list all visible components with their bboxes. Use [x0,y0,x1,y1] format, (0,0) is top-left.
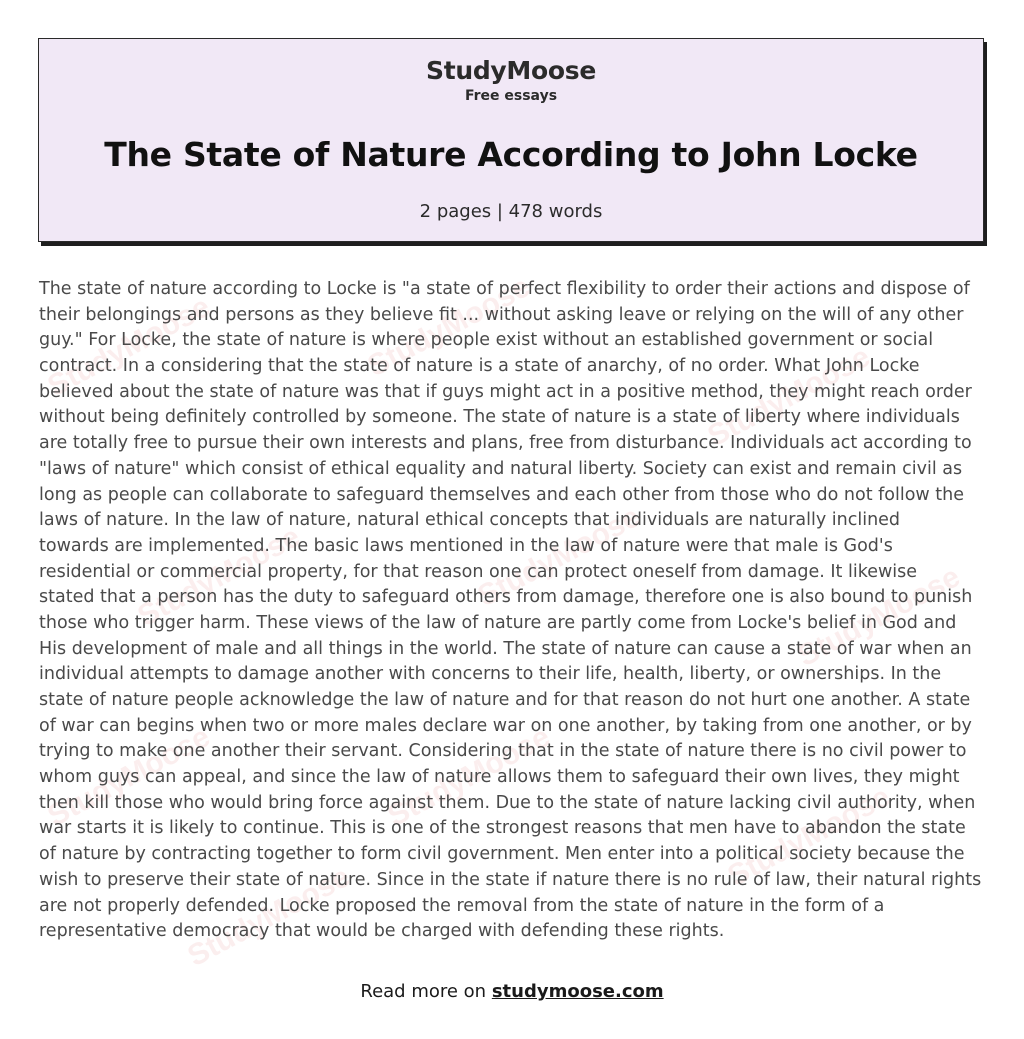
brand-tagline: Free essays [464,88,558,104]
essay-meta: 2 pages | 478 words [419,201,603,222]
essay-line: stated that a person has the duty to safeguard others from damage, therefore one is also bound to punish [39,587,973,608]
essay-line: The state of nature according to Locke is "a state of perfect flexibility to order their actions and dispose of [39,279,970,299]
essay-line: contract. In a considering that the state of nature is a state of anarchy, of no order. What John Locke [39,356,920,377]
essay-line: residential or commercial property, for that reason one can protect oneself from damage. It likewise [39,561,918,582]
essay-line: trying to make one another their servant. Considering that in the state of nature there is no civil power to [39,741,967,762]
watermark: StudyMoose [702,340,876,453]
watermark: StudyMoose [42,290,216,403]
watermark: StudyMoose [42,720,216,833]
essay-line: those who trigger harm. These views of the law of nature are partly come from Locke's belief in God and [39,612,957,633]
essay-line: "laws of nature" which consist of ethical equality and natural liberty. Society can exist and remain civil as [39,458,963,479]
essay-line: long as people can collaborate to safeguard themselves and each other from those who do not follow the [39,484,965,505]
watermark: StudyMoose [362,270,536,383]
studymoose-link[interactable]: studymoose.com [491,981,664,1002]
essay-line: are totally free to pursue their own interests and plans, free from disturbance. Individuals act according to [39,433,972,454]
essay-line: are not properly defended. Locke proposed the removal from the state of nature in the form of a [39,895,885,916]
essay-line: individual attempts to damage another with concerns to their life, health, liberty, or ownerships. In the [39,664,942,685]
essay-line: His development of male and all things in the world. The state of nature can cause a state of war when an [39,638,972,659]
watermark: StudyMoose [472,500,646,613]
essay-line: guy." For Locke, the state of nature is where people exist without an established government or social [39,330,934,351]
essay-line: their belongings and persons as they believe fit ... without asking leave or relying on the will of any other [39,304,964,325]
essay-line: of nature by contracting together to form civil government. Men enter into a political society because the [39,844,965,865]
watermark: StudyMoose [182,860,356,973]
essay-line: of war can begins when two or more males declare war on one another, by taking from one another, or by [39,715,972,736]
essay-line: whom guys can appeal, and since the law of nature allows them to safeguard their own lives, they might [39,767,960,788]
watermark: StudyMoose [792,560,966,673]
essay-line: without being definitely controlled by someone. The state of nature is a state of liberty where individuals [39,407,960,428]
brand-logo: StudyMoose [425,56,596,85]
essay-line: state of nature people acknowledge the law of nature and for that reason do not hurt one another. A state [39,690,971,710]
essay-line: war starts it is likely to continue. This is one of the strongest reasons that men have to abandon the state [39,818,966,839]
essay-body [39,277,987,945]
read-more-label: Read more on [360,981,487,1002]
essay-line: believed about the state of nature was that if guys might act in a positive method, they might reach order [39,381,972,402]
essay-header [38,38,984,242]
watermark: StudyMoose [132,520,306,633]
watermark: StudyMoose [382,720,556,833]
essay-title: The State of Nature According to John Locke [104,135,918,174]
essay-line: laws of nature. In the law of nature, natural ethical concepts that individuals are naturally inclined [39,510,901,531]
essay-line: wish to preserve their state of nature. Since in the state if nature there is no rule of law, their natural rights [39,869,982,890]
read-more [0,981,1024,1002]
watermark: StudyMoose [722,780,896,893]
essay-line: representative democracy that would be charged with defending these rights. [39,921,725,942]
essay-line: then kill those who would bring force against them. Due to the state of nature lacking civil authority, when [39,792,976,813]
essay-line: towards are implemented. The basic laws mentioned in the law of nature were that male is God's [39,535,893,556]
